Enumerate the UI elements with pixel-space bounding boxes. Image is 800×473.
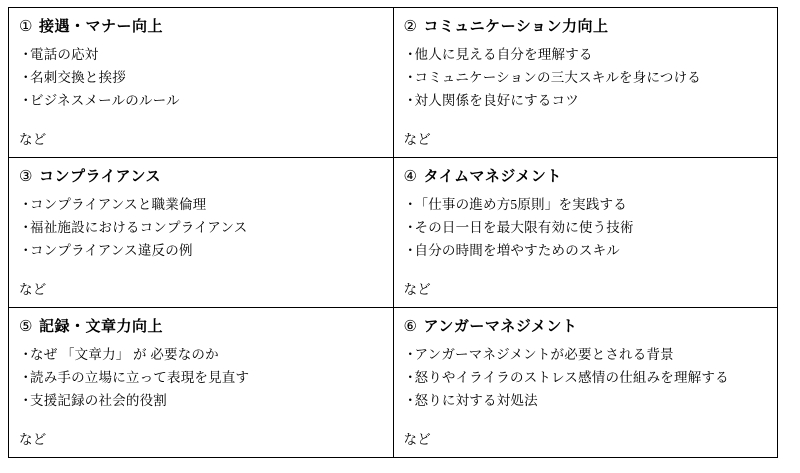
bullet-marker: ・ bbox=[19, 370, 33, 386]
topic-item-list bbox=[404, 43, 768, 113]
topic-title: 記録・文章力向上 bbox=[38, 319, 163, 335]
list-item bbox=[404, 193, 768, 216]
list-item-label: 電話の応対 bbox=[30, 47, 99, 62]
topic-item-list bbox=[19, 343, 383, 413]
list-item-label: なぜ 「文章力」 が 必要なのか bbox=[30, 347, 219, 362]
list-item-label: 自分の時間を増やすためのスキル bbox=[414, 243, 620, 259]
list-item bbox=[404, 239, 768, 262]
list-item-label: 支援記録の社会的役割 bbox=[30, 393, 167, 409]
table-row bbox=[9, 158, 778, 308]
list-item bbox=[19, 43, 383, 66]
list-item-label: 対人関係を良好にするコツ bbox=[414, 93, 579, 109]
list-item bbox=[19, 239, 383, 262]
list-item bbox=[404, 66, 768, 89]
topic-number: ① bbox=[19, 19, 33, 35]
etc-label: など bbox=[403, 281, 431, 297]
etc-label: など bbox=[403, 131, 431, 147]
bullet-marker: ・ bbox=[403, 70, 418, 86]
list-item-label: ビジネスメールのルール bbox=[30, 93, 180, 109]
list-item-label: アンガーマネジメントが必要とされる背景 bbox=[414, 347, 674, 362]
bullet-marker: ・ bbox=[403, 47, 418, 62]
bullet-marker: ・ bbox=[403, 243, 418, 259]
list-item-label: 怒りやイライラのストレス感情の仕組みを理解する bbox=[414, 370, 729, 386]
topic-title: 接遇・マナー向上 bbox=[38, 19, 163, 35]
list-item-label: 怒りに対する対処法 bbox=[414, 393, 538, 409]
bullet-marker: ・ bbox=[403, 370, 418, 386]
bullet-marker: ・ bbox=[19, 243, 33, 259]
bullet-marker: ・ bbox=[19, 47, 33, 62]
topic-cell-4 bbox=[393, 158, 778, 308]
topic-title: タイムマネジメント bbox=[423, 169, 562, 185]
list-item-label: 名刺交換と挨拶 bbox=[30, 70, 126, 86]
topic-cell-6 bbox=[393, 308, 778, 458]
bullet-marker: ・ bbox=[403, 220, 418, 236]
list-item bbox=[19, 89, 383, 112]
topic-heading bbox=[19, 165, 383, 186]
topic-heading bbox=[19, 15, 383, 36]
list-item bbox=[19, 216, 383, 239]
topic-cell-3 bbox=[9, 158, 394, 308]
list-item-label: その日一日を最大限有効に使う技術 bbox=[414, 220, 634, 236]
topic-heading bbox=[404, 315, 768, 336]
topic-title: コンプライアンス bbox=[38, 169, 162, 185]
training-topics-sheet bbox=[0, 7, 800, 473]
topic-heading bbox=[404, 165, 768, 186]
list-item bbox=[19, 66, 383, 89]
list-item-label: コミュニケーションの三大スキルを身につける bbox=[414, 70, 701, 86]
bullet-marker: ・ bbox=[19, 197, 33, 212]
bullet-marker: ・ bbox=[403, 197, 418, 212]
table-row bbox=[9, 8, 778, 158]
bullet-marker: ・ bbox=[403, 93, 418, 109]
topic-heading bbox=[19, 315, 383, 336]
bullet-marker: ・ bbox=[19, 393, 33, 409]
list-item bbox=[19, 343, 383, 366]
list-item-label: 他人に見える自分を理解する bbox=[414, 47, 593, 62]
bullet-marker: ・ bbox=[19, 70, 33, 86]
list-item-label: コンプライアンスと職業倫理 bbox=[30, 197, 207, 212]
topic-item-list bbox=[404, 193, 768, 263]
topic-item-list bbox=[19, 43, 383, 113]
list-item bbox=[404, 216, 768, 239]
list-item bbox=[404, 43, 768, 66]
list-item bbox=[404, 366, 768, 389]
training-topics-table bbox=[8, 7, 778, 458]
list-item bbox=[19, 389, 383, 412]
topic-number: ④ bbox=[403, 169, 418, 185]
list-item bbox=[404, 89, 768, 112]
bullet-marker: ・ bbox=[403, 393, 418, 409]
list-item-label: 読み手の立場に立って表現を見直す bbox=[30, 370, 250, 386]
bullet-marker: ・ bbox=[19, 93, 33, 109]
list-item-label: コンプライアンス違反の例 bbox=[30, 243, 193, 259]
topic-cell-2 bbox=[393, 8, 778, 158]
list-item-label: 「仕事の進め方5原則」を実践する bbox=[414, 197, 627, 212]
topic-heading bbox=[404, 15, 768, 36]
topic-cell-5 bbox=[9, 308, 394, 458]
topic-title: コミュニケーション力向上 bbox=[423, 19, 609, 35]
topic-cell-1 bbox=[9, 8, 394, 158]
etc-label: など bbox=[19, 431, 47, 447]
table-row bbox=[9, 308, 778, 458]
bullet-marker: ・ bbox=[19, 347, 33, 362]
topic-item-list bbox=[404, 343, 768, 413]
etc-label: など bbox=[403, 431, 431, 447]
list-item bbox=[19, 366, 383, 389]
topic-number: ⑥ bbox=[403, 319, 418, 335]
topic-item-list bbox=[19, 193, 383, 263]
etc-label: など bbox=[19, 131, 47, 147]
list-item bbox=[19, 193, 383, 216]
topic-number: ③ bbox=[19, 169, 33, 185]
list-item bbox=[404, 389, 768, 412]
topic-number: ⑤ bbox=[19, 319, 33, 335]
list-item-label: 福祉施設におけるコンプライアンス bbox=[30, 220, 248, 236]
topic-number: ② bbox=[403, 19, 418, 35]
list-item bbox=[404, 343, 768, 366]
etc-label: など bbox=[19, 281, 47, 297]
bullet-marker: ・ bbox=[403, 347, 418, 362]
topic-title: アンガーマネジメント bbox=[423, 319, 578, 335]
bullet-marker: ・ bbox=[19, 220, 33, 236]
